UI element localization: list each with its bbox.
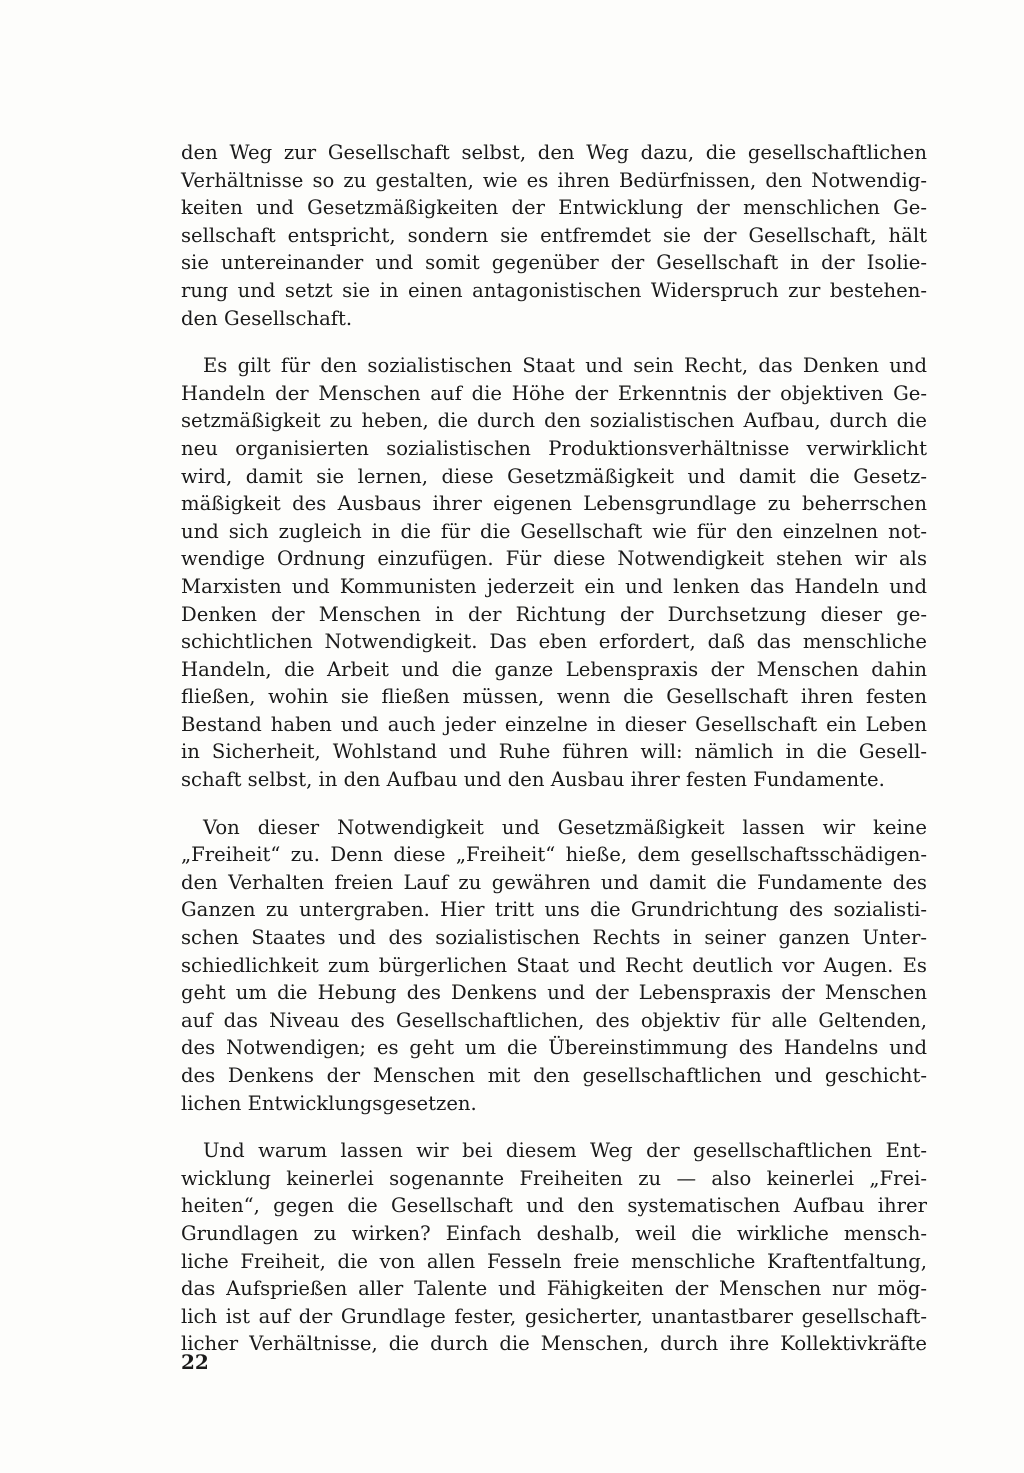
text-line: lich ist auf der Grundlage fester, gesicherter, unantastbarer gesellschaft- xyxy=(181,1304,927,1328)
page-number: 22 xyxy=(181,1350,209,1374)
text-line: lichen Entwicklungsgesetzen. xyxy=(181,1091,477,1115)
text-line: mäßigkeit des Ausbaus ihrer eigenen Lebensgrundlage zu beherrschen xyxy=(181,492,927,516)
text-line: schen Staates und des sozialistischen Rechts in seiner ganzen Unter- xyxy=(181,926,927,950)
text-line: wird, damit sie lernen, diese Gesetzmäßigkeit und damit die Gesetz- xyxy=(181,464,927,488)
paragraph-3 xyxy=(181,814,927,1118)
paragraph-2 xyxy=(181,352,927,794)
text-line: Handeln, die Arbeit und die ganze Lebenspraxis der Menschen dahin xyxy=(181,657,927,681)
text-line: Marxisten und Kommunisten jederzeit ein und lenken das Handeln und xyxy=(181,574,927,598)
text-line: fließen, wohin sie fließen müssen, wenn die Gesellschaft ihren festen xyxy=(181,685,927,709)
text-line: des Denkens der Menschen mit den gesellschaftlichen und geschicht- xyxy=(181,1064,927,1087)
text-line: geht um die Hebung des Denkens und der Lebenspraxis der Menschen xyxy=(181,981,927,1005)
text-line: des Notwendigen; es geht um die Übereinstimmung des Handelns und xyxy=(181,1036,927,1060)
text-line: Ganzen zu untergraben. Hier tritt uns die Grundrichtung des sozialisti- xyxy=(181,898,927,922)
text-line: wendige Ordnung einzufügen. Für diese Notwendigkeit stehen wir als xyxy=(181,547,927,571)
text-line: den Weg zur Gesellschaft selbst, den Weg dazu, die gesellschaftlichen xyxy=(181,141,927,164)
text-line: sie untereinander und somit gegenüber der Gesellschaft in der Isolie- xyxy=(181,251,927,275)
text-line: das Aufsprießen aller Talente und Fähigkeiten der Menschen nur mög- xyxy=(181,1277,927,1301)
text-line: Grundlagen zu wirken? Einfach deshalb, weil die wirkliche mensch- xyxy=(181,1221,927,1245)
text-line: wicklung keinerlei sogenannte Freiheiten zu — also keinerlei „Frei- xyxy=(181,1166,927,1190)
text-line: liche Freiheit, die von allen Fesseln freie menschliche Kraftentfaltung, xyxy=(181,1249,927,1273)
text-line: Und warum lassen wir bei diesem Weg der gesellschaftlichen Ent- xyxy=(203,1139,927,1163)
text-line: licher Verhältnisse, die durch die Menschen, durch ihre Kollektivkräfte xyxy=(181,1332,927,1356)
paragraph-1 xyxy=(181,139,927,332)
text-line: schaft selbst, in den Aufbau und den Ausbau ihrer festen Fundamente. xyxy=(181,768,885,792)
text-line: Verhältnisse so zu gestalten, wie es ihren Bedürfnissen, den Notwendig- xyxy=(181,168,927,192)
text-line: Bestand haben und auch jeder einzelne in dieser Gesellschaft ein Leben xyxy=(181,712,927,736)
text-line: schichtlichen Notwendigkeit. Das eben erfordert, daß das menschliche xyxy=(181,630,927,654)
text-line: und sich zugleich in die für die Gesellschaft wie für den einzelnen not- xyxy=(181,519,927,543)
paragraph-4 xyxy=(181,1137,927,1358)
text-line: auf das Niveau des Gesellschaftlichen, des objektiv für alle Geltenden, xyxy=(181,1008,927,1032)
text-line: Von dieser Notwendigkeit und Gesetzmäßigkeit lassen wir keine xyxy=(203,815,927,839)
text-line: heiten“, gegen die Gesellschaft und den systematischen Aufbau ihrer xyxy=(181,1194,927,1218)
text-line: schiedlichkeit zum bürgerlichen Staat und Recht deutlich vor Augen. Es xyxy=(181,953,927,977)
text-line: in Sicherheit, Wohlstand und Ruhe führen will: nämlich in die Gesell- xyxy=(181,740,927,764)
text-line: „Freiheit“ zu. Denn diese „Freiheit“ hieße, dem gesellschaftsschädigen- xyxy=(181,843,927,867)
text-line: setzmäßigkeit zu heben, die durch den sozialistischen Aufbau, durch die xyxy=(181,409,927,433)
text-line: Handeln der Menschen auf die Höhe der Erkenntnis der objektiven Ge- xyxy=(181,381,927,405)
text-line: neu organisierten sozialistischen Produktionsverhältnisse verwirklicht xyxy=(181,436,927,460)
text-line: keiten und Gesetzmäßigkeiten der Entwicklung der menschlichen Ge- xyxy=(181,196,927,220)
text-line: Es gilt für den sozialistischen Staat und sein Recht, das Denken und xyxy=(203,354,927,378)
body-text xyxy=(181,139,927,1378)
text-line: den Gesellschaft. xyxy=(181,306,353,330)
text-line: sellschaft entspricht, sondern sie entfremdet sie der Gesellschaft, hält xyxy=(181,223,927,247)
text-line: Denken der Menschen in der Richtung der Durchsetzung dieser ge- xyxy=(181,602,927,626)
text-line: rung und setzt sie in einen antagonistischen Widerspruch zur bestehen- xyxy=(181,278,927,302)
text-line: den Verhalten freien Lauf zu gewähren und damit die Fundamente des xyxy=(181,870,927,894)
